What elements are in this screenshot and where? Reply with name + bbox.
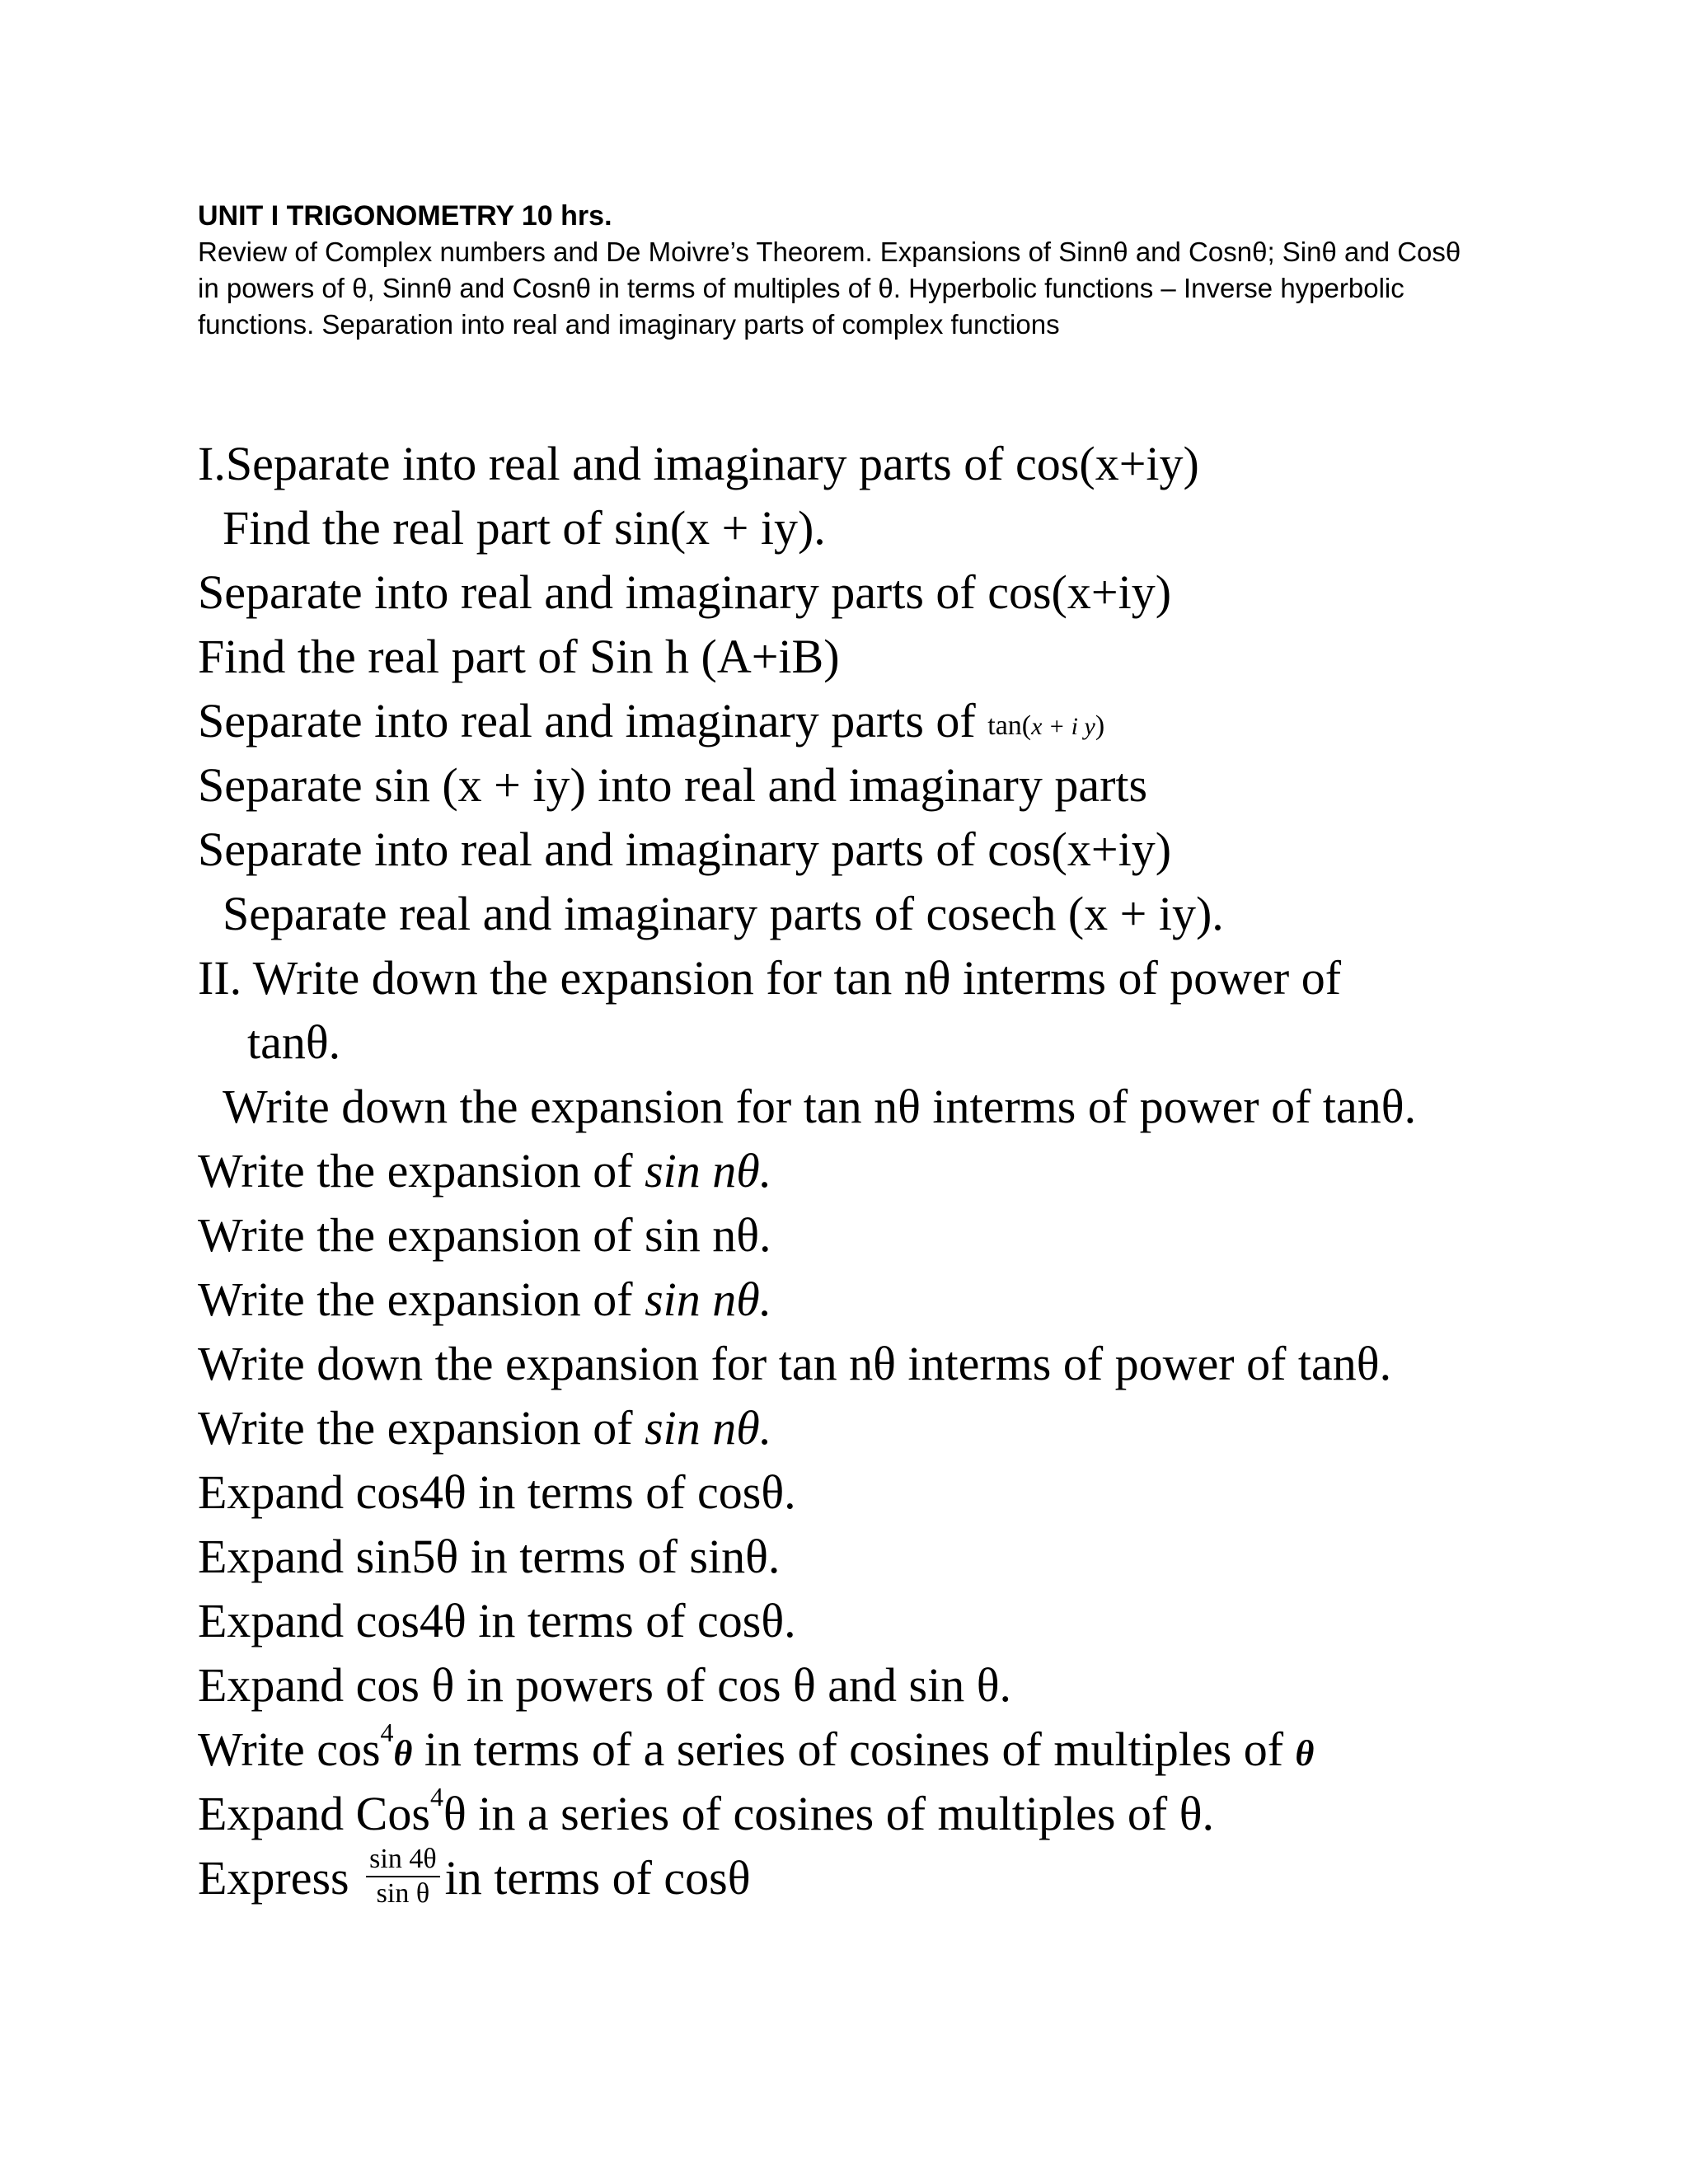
question-line: Find the real part of Sin h (A+iB) <box>198 630 840 683</box>
question-line: I.Separate into real and imaginary parts of cos(x+iy) <box>198 437 1199 490</box>
fraction <box>366 1843 439 1910</box>
question-line: Write down the expansion for tan nθ interms of power of tanθ. <box>198 1337 1392 1390</box>
syllabus-block <box>198 198 1484 343</box>
question-line <box>198 1139 1517 1203</box>
question-line: Expand cos4θ in terms of cosθ. <box>198 1465 796 1519</box>
question-line: Expand Cos$^4$θ in a series of cosines of multiples of θ. <box>198 1782 1214 1840</box>
question-line <box>198 689 1517 753</box>
question-text: Separate into real and imaginary parts of <box>198 694 988 748</box>
theta-symbol: θ <box>1295 1733 1315 1774</box>
question-line <box>198 1396 1517 1460</box>
question-line: Separate sin (x + iy) into real and imaginary parts <box>198 758 1148 812</box>
unit-description: Review of Complex numbers and De Moivre’s Theorem. Expansions of Sinnθ and Cosnθ; Sinθ and Cosθ in powers of θ, Sinnθ and Cosnθ in terms of multiples of θ. Hyperbolic functions – Inverse hyperbolic functions. Separation into real and imaginary parts of complex functions <box>198 237 1461 340</box>
exponent: 4 <box>429 1782 443 1812</box>
question-line: Express $\frac{\sin 4\theta}{\text{sin θ}}$ in terms of cosθ <box>198 1843 751 1909</box>
fraction-numerator: sin 4θ <box>366 1843 439 1877</box>
question-text: Write the expansion of <box>198 1144 645 1197</box>
question-line: Write the expansion of sin nθ. <box>198 1208 771 1262</box>
math-expression: sin nθ. <box>645 1401 772 1455</box>
question-line: Expand cos θ in powers of cos θ and sin θ. <box>198 1658 1012 1712</box>
theta-symbol: θ <box>393 1733 413 1774</box>
question-line: Separate real and imaginary parts of cosech (x + iy). <box>223 887 1224 940</box>
unit-title: UNIT I TRIGONOMETRY 10 hrs. <box>198 200 612 232</box>
question-line: Find the real part of sin(x + iy). <box>223 501 826 555</box>
question-line: Write $\cos^4\theta$ in terms of a series of cosines of multiples of θ <box>198 1718 1315 1776</box>
question-line <box>198 1268 1517 1332</box>
math-expression: sin nθ. <box>645 1272 772 1326</box>
question-line: Separate into real and imaginary parts of cos(x+iy) <box>198 823 1172 876</box>
question-line: Expand sin5θ in terms of sinθ. <box>198 1530 781 1583</box>
question-line-continuation: tanθ. <box>247 1015 341 1069</box>
question-line: Write down the expansion for tan nθ interms of power of tanθ. <box>223 1080 1417 1133</box>
question-text: Write the expansion of <box>198 1272 645 1326</box>
question-text: Write the expansion of <box>198 1401 645 1455</box>
math-expression: sin nθ. <box>645 1144 772 1197</box>
tan-expression: tan(x + i y) <box>987 710 1105 741</box>
question-line: Expand cos4θ in terms of cosθ. <box>198 1594 796 1647</box>
fraction-denominator: sin θ <box>376 1877 430 1909</box>
question-line: II. Write down the expansion for tan nθ interms of power of <box>198 951 1342 1005</box>
question-list <box>198 432 1517 1910</box>
question-line: Separate into real and imaginary parts of cos(x+iy) <box>198 565 1172 619</box>
exponent: 4 <box>380 1718 394 1748</box>
